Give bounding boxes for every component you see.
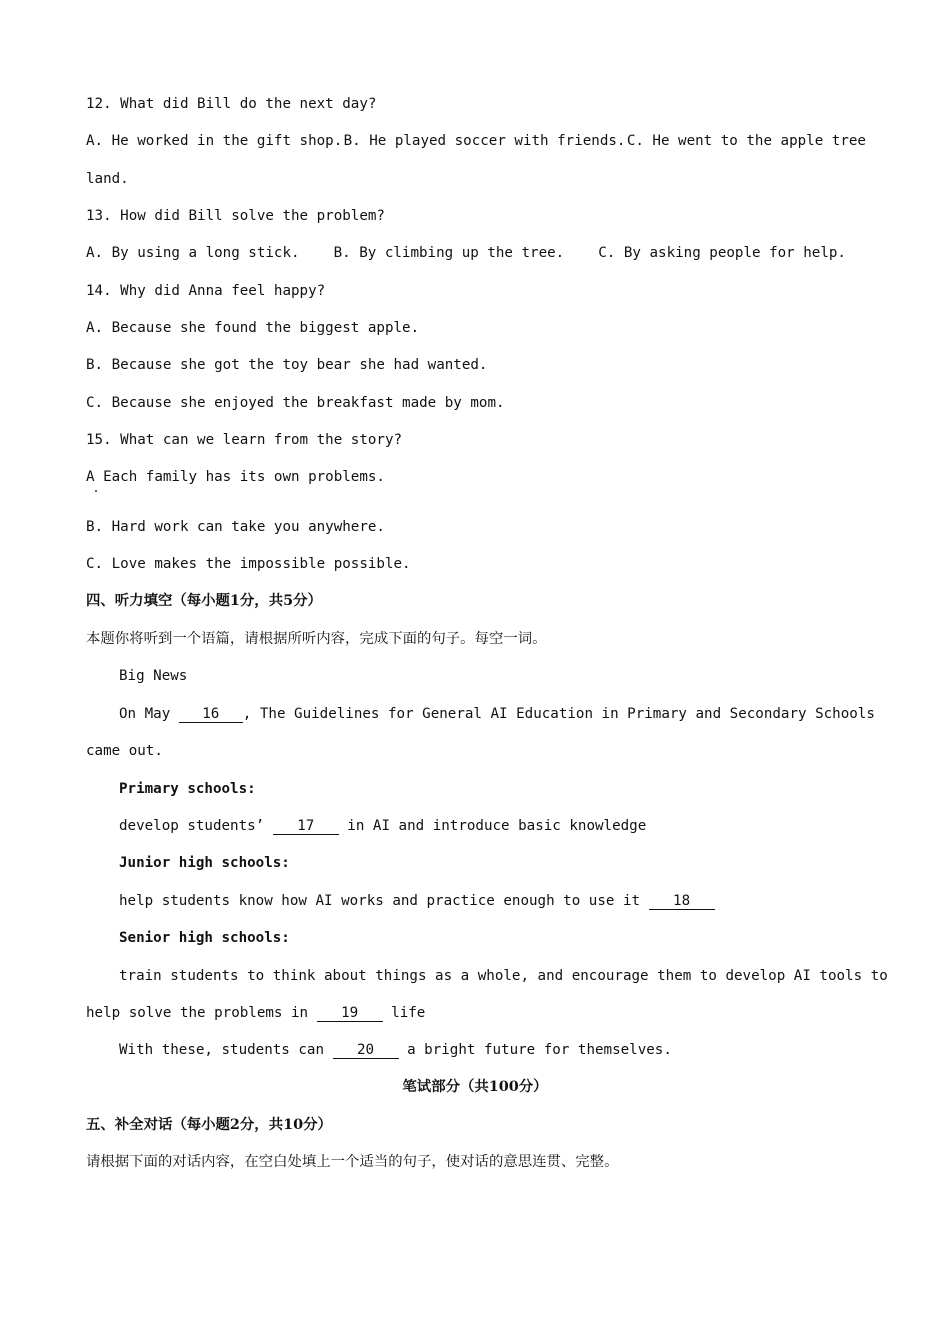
passage-title: Big News [119, 668, 188, 684]
senior-line-start: help solve the problems in [86, 1005, 317, 1021]
section5-instruction: 请根据下面的对话内容，在空白处填上一个适当的句子，使对话的意思连贯、完整。 [86, 1154, 619, 1170]
q12-option-b: B. He played soccer with friends. [343, 133, 626, 149]
q14-option-c: C. Because she enjoyed the breakfast made by mom. [86, 395, 505, 411]
senior-schools-heading: Senior high schools: [119, 930, 290, 946]
q15-option-c: C. Love makes the impossible possible. [86, 556, 411, 572]
primary-line-end: in AI and introduce basic knowledge [338, 818, 647, 834]
blank-18: 18 [649, 893, 715, 910]
blank-20: 20 [333, 1042, 399, 1059]
section5-heading: 五、补全对话（每小题2分，共10分） [86, 1116, 332, 1133]
q12-option-a: A. He worked in the gift shop. [86, 133, 343, 149]
stray-mark [95, 490, 97, 492]
q13-stem: 13. How did Bill solve the problem? [86, 208, 385, 224]
senior-line-end: life [382, 1005, 426, 1021]
q14-option-a: A. Because she found the biggest apple. [86, 320, 420, 336]
q12-stem: 12. What did Bill do the next day? [86, 96, 377, 112]
q15-stem: 15. What can we learn from the story? [86, 432, 403, 448]
section4-instruction: 本题你将听到一个语篇，请根据所听内容，完成下面的句子。每空一词。 [86, 631, 547, 647]
blank-17: 17 [273, 818, 339, 835]
final-line [119, 1040, 672, 1060]
primary-schools-heading: Primary schools: [119, 781, 256, 797]
final-line-start: With these, students can [119, 1042, 333, 1058]
blank-16: 16 [179, 706, 243, 723]
written-part-heading: 笔试部分（共100分） [402, 1078, 548, 1095]
q12-option-c: C. He went to the apple tree [626, 133, 866, 149]
primary-schools-line [119, 816, 646, 836]
passage-line-1 [119, 704, 875, 724]
q12-option-c-continued: land. [86, 171, 129, 187]
q15-option-b: B. Hard work can take you anywhere. [86, 519, 385, 535]
q13-option-a: A. By using a long stick. [86, 245, 300, 261]
passage-line-1-start: On May [119, 706, 179, 722]
q13-option-b: B. By climbing up the tree. [333, 245, 565, 261]
junior-schools-heading: Junior high schools: [119, 855, 290, 871]
junior-schools-line [119, 891, 715, 911]
passage-line-1-continued: came out. [86, 743, 163, 759]
section4-heading: 四、听力填空（每小题1分，共5分） [86, 592, 322, 609]
final-line-end: a bright future for themselves. [398, 1042, 672, 1058]
senior-schools-line-2 [86, 1003, 425, 1023]
q13-options [86, 243, 846, 263]
q12-options [86, 131, 866, 151]
q13-option-c: C. By asking people for help. [598, 245, 846, 261]
blank-19: 19 [317, 1005, 383, 1022]
q14-stem: 14. Why did Anna feel happy? [86, 283, 326, 299]
junior-line-start: help students know how AI works and practice enough to use it [119, 893, 649, 909]
senior-schools-line-1: train students to think about things as a whole, and encourage them to develop AI tools to [119, 968, 888, 984]
primary-line-start: develop students’ [119, 818, 273, 834]
q15-option-a: A Each family has its own problems. [86, 469, 385, 485]
passage-line-1-end: , The Guidelines for General AI Education in Primary and Secondary Schools [242, 706, 875, 722]
q14-option-b: B. Because she got the toy bear she had wanted. [86, 357, 488, 373]
